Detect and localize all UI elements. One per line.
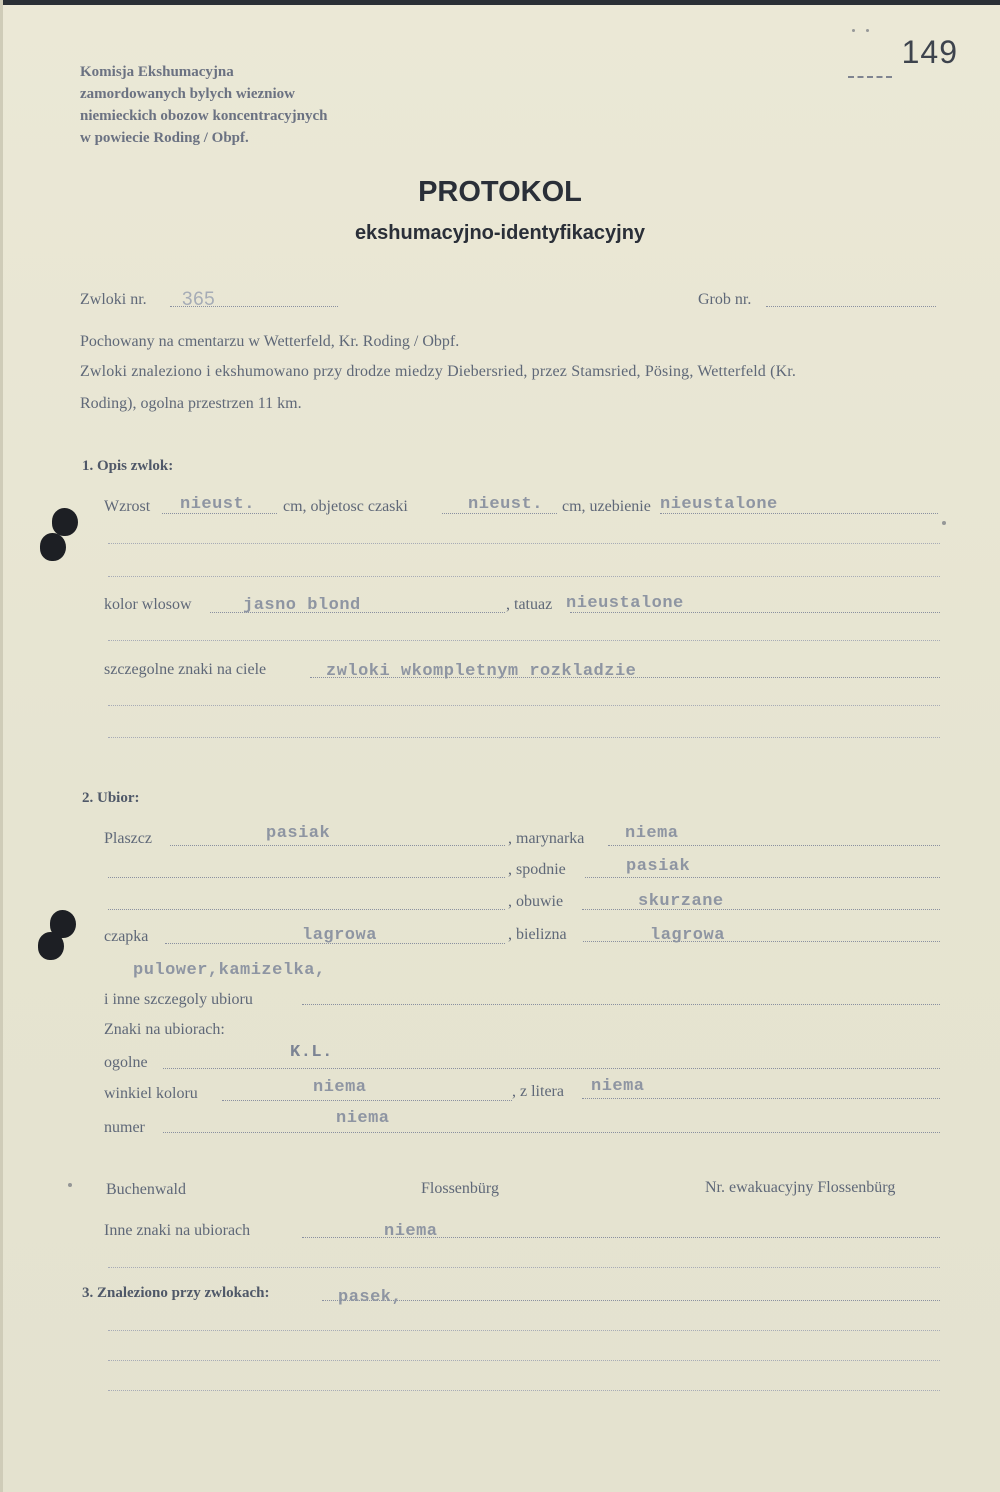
institution-line-1: Komisja Ekshumacyjna (80, 64, 234, 80)
other-clothing-marks-label: Inne znaki na ubiorach (104, 1222, 251, 1239)
letter-value: niema (591, 1077, 645, 1096)
cap-label: czapka (104, 928, 149, 945)
stray-mark (942, 521, 946, 525)
blank-line (108, 1360, 940, 1361)
document-subtitle: ekshumacyjno-identyfikacyjny (354, 222, 646, 244)
shoes-line (582, 909, 940, 910)
stray-mark (866, 29, 869, 32)
general-marks-label: ogolne (104, 1054, 148, 1071)
other-clothing-label: i inne szczegoly ubioru (104, 991, 253, 1008)
body-marks-value: zwloki wkompletnym rozkladzie (326, 662, 637, 681)
general-marks-value: K.L. (290, 1043, 333, 1062)
blank-line (108, 1330, 940, 1331)
jacket-label: , marynarka (508, 830, 585, 847)
underwear-line (583, 941, 940, 942)
found-items-value: pasek, (338, 1288, 403, 1307)
scan-top-edge (0, 0, 1000, 5)
stray-mark (68, 1183, 72, 1187)
jacket-value: niema (625, 824, 679, 843)
trousers-value: pasiak (626, 857, 691, 876)
burial-place-text: Pochowany na cmentarzu w Wetterfeld, Kr. Roding / Obpf. (80, 333, 460, 350)
letter-line (582, 1098, 940, 1099)
blank-line (108, 543, 940, 544)
blank-line (108, 576, 940, 577)
blank-line (108, 737, 940, 738)
camp-flossenburg: Flossenbürg (421, 1180, 499, 1197)
other-clothing-value: pulower,kamizelka, (133, 961, 326, 980)
found-place-text-2: Roding), ogolna przestrzen 11 km. (80, 395, 302, 412)
found-items-line (322, 1300, 940, 1301)
number-label: numer (104, 1119, 145, 1136)
other-clothing-marks-value: niema (384, 1222, 438, 1241)
coat-value: pasiak (266, 824, 331, 843)
punch-hole-upper-b (40, 533, 66, 561)
corpse-number-label: Zwloki nr. (80, 291, 147, 308)
tattoo-value: nieustalone (566, 594, 684, 613)
section-2-heading: 2. Ubior: (82, 790, 140, 806)
shoes-label: , obuwie (508, 893, 564, 910)
hair-color-value: jasno blond (243, 596, 361, 615)
skull-unit-label: cm, uzebienie (562, 498, 651, 515)
cap-value: lagrowa (302, 926, 377, 945)
number-value: niema (336, 1109, 390, 1128)
blank-line (108, 877, 505, 878)
blank-line (108, 1390, 940, 1391)
angle-color-value: niema (313, 1078, 367, 1097)
underwear-value: lagrowa (650, 926, 725, 945)
height-label: Wzrost (104, 498, 151, 515)
camp-buchenwald: Buchenwald (106, 1181, 186, 1198)
coat-line (170, 845, 505, 846)
body-marks-label: szczegolne znaki na ciele (104, 661, 267, 678)
letter-label: , z litera (512, 1083, 564, 1100)
number-line (163, 1132, 940, 1133)
trousers-line (585, 877, 940, 878)
blank-line (108, 1267, 940, 1268)
blank-line (108, 909, 505, 910)
institution-line-2: zamordowanych bylych wiezniow (80, 86, 295, 102)
stray-mark (852, 29, 855, 32)
height-unit-label: cm, objetosc czaski (283, 498, 408, 515)
coat-label: Plaszcz (104, 830, 152, 847)
hair-color-label: kolor wlosow (104, 596, 192, 613)
jacket-line (608, 845, 940, 846)
blank-line (108, 640, 940, 641)
document-title: PROTOKOL (418, 176, 582, 208)
angle-color-line (222, 1100, 512, 1101)
blank-line (108, 705, 940, 706)
clothing-marks-heading: Znaki na ubiorach: (104, 1021, 225, 1038)
tattoo-label: , tatuaz (506, 596, 553, 613)
skull-value: nieust. (468, 495, 543, 514)
angle-color-label: winkiel koloru (104, 1085, 198, 1102)
grave-number-line (766, 306, 936, 307)
evacuation-number-label: Nr. ewakuacyjny Flossenbürg (705, 1179, 896, 1196)
underwear-label: , bielizna (508, 926, 567, 943)
institution-line-4: w powiecie Roding / Obpf. (80, 130, 249, 146)
section-3-heading: 3. Znaleziono przy zwlokach: (82, 1285, 270, 1301)
punch-hole-upper-a (52, 508, 78, 536)
found-place-text-1: Zwloki znaleziono i ekshumowano przy drodze miedzy Diebersried, przez Stamsried, Pösing, Wetterfeld (Kr. (80, 363, 797, 380)
pencil-mark (848, 76, 892, 78)
other-clothing-line (302, 1004, 940, 1005)
teeth-value: nieustalone (660, 495, 778, 514)
general-marks-line (163, 1068, 940, 1069)
punch-hole-lower-b (38, 932, 64, 960)
page-number: 149 (901, 34, 958, 70)
trousers-label: , spodnie (508, 861, 566, 878)
shoes-value: skurzane (638, 892, 724, 911)
corpse-number-value: 365 (182, 289, 216, 310)
institution-line-3: niemieckich obozow koncentracyjnych (80, 108, 328, 124)
height-value: nieust. (180, 495, 255, 514)
grave-number-label: Grob nr. (698, 291, 752, 308)
section-1-heading: 1. Opis zwlok: (82, 458, 174, 474)
